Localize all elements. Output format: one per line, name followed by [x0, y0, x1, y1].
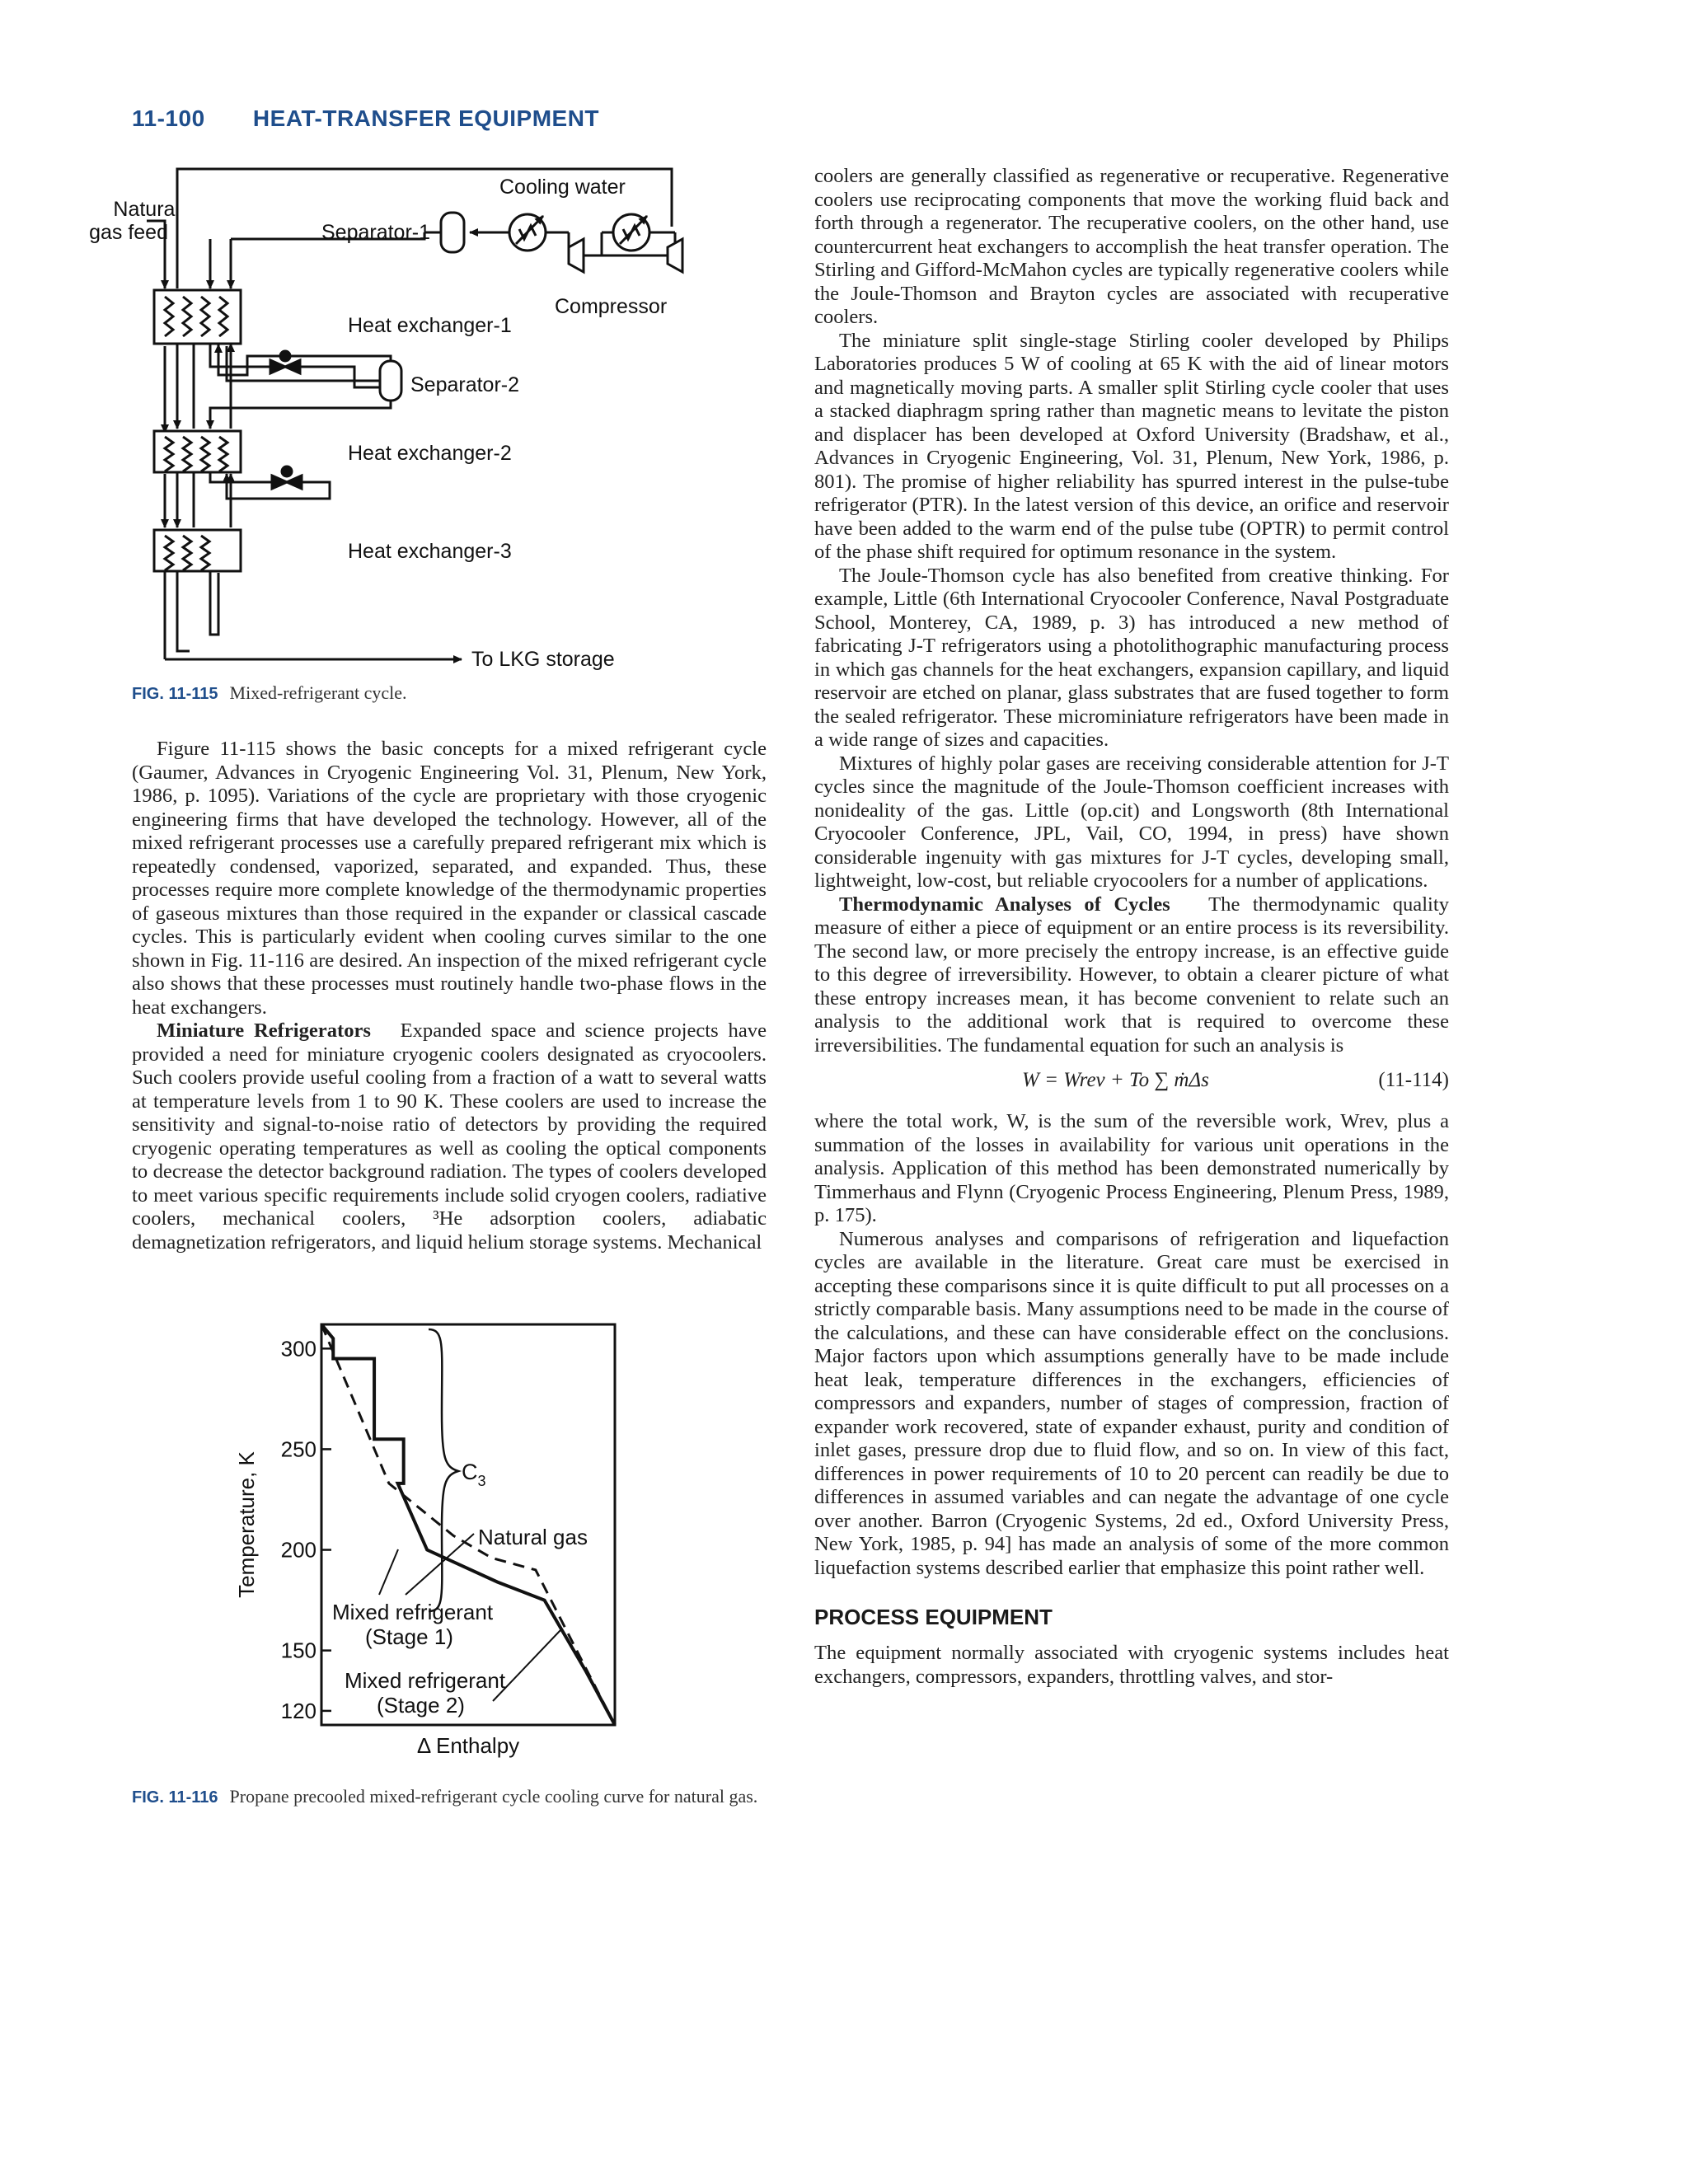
separator-1: [441, 213, 464, 252]
fig-11-116-chart: [132, 1315, 767, 1776]
label-mr-stage2-line2: (Stage 2): [377, 1693, 465, 1718]
fig-11-116-caption: [132, 1786, 767, 1808]
compressor-1: [569, 239, 584, 272]
fig-11-116-text: Propane precooled mixed-refrigerant cycle cooling curve for natural gas.: [229, 1786, 758, 1807]
right-column: [814, 165, 1449, 1689]
label-mr-stage1-line2: (Stage 1): [365, 1624, 453, 1649]
miniature-refrigerators-heading: Miniature Refrigerators: [157, 1019, 371, 1042]
right-paragraph-5: [814, 893, 1449, 1058]
y-tick-label: 300: [280, 1336, 316, 1361]
right-paragraph-4: Mixtures of highly polar gases are receiving considerable attention for J-T cycles since the magnitude of the Joule-Thomson coefficient increases with nonideality of the gas. Little (op.cit) and Longsworth (8th International Cryocooler Conference, JPL, Vail, CO, 1994, in press) have shown considerable ingenuity with gas mixtures for J-T cycles, developing small, lightweight, low-cost, but reliable cryocoolers for a number of applications.: [814, 752, 1449, 892]
process-equipment-heading: PROCESS EQUIPMENT: [814, 1605, 1053, 1629]
label-mr-stage1-line1: Mixed refrigerant: [332, 1600, 494, 1624]
right-paragraph-6: where the total work, W, is the sum of the reversible work, Wrev, plus a summation of the losses in availability for various unit operations in the analysis. Application of this method has been demonstrated numerically by Timmerhaus and Flynn (Cryogenic Process Engineering, Plenum Press, 1989, p. 175).: [814, 1110, 1449, 1226]
label-natural-gas: Natural gas: [478, 1525, 588, 1549]
right-paragraph-5-text: The thermodynamic quality measure of either a piece of equipment or an entire process is its reversibility. The second law, or more precisely the entropy increase, is an effective guide to this degree of irreversibility. However, to obtain a clearer picture of what these entropy increases mean, it has become convenient to relate such an analysis to the additional work that is required to overcome these irreversibilities. The fundamental equation for such an analysis is: [814, 893, 1449, 1057]
running-header: [132, 105, 599, 132]
label-to-lkg-storage: To LKG storage: [471, 648, 615, 671]
right-paragraph-1: coolers are generally classified as regenerative or recuperative. Regenerative coolers use reciprocating components that move the working fluid back and forth through a regenerator. The recuperative coolers, on the other hand, use countercurrent heat exchangers to accomplish the heat transfer operation. The Stirling and Gifford-McMahon cycles are typically regenerative coolers while the Joule-Thomson and Brayton cycles are associated with recuperative coolers.: [814, 165, 1449, 328]
equation-11-114: [814, 1066, 1449, 1099]
y-tick-label: 250: [280, 1436, 316, 1462]
label-heat-exchanger-1: Heat exchanger-1: [348, 314, 512, 337]
right-paragraph-7: Numerous analyses and comparisons of refrigeration and liquefaction cycles are available in the literature. Great care must be exercised in accepting these comparisons since it is quite difficult to put all processes on a strictly comparable basis. Many assumptions need to be made in the course of the calculations, and these can have considerable effect on the conclusions. Major factors upon which assumptions generally have to be made include heat leak, temperature differences in the exchangers, efficiencies of compressors and expanders, number of stages of compression, fraction of expander work recovered, state of expander exhaust, purity and condition of inlet gases, pressure drop due to fluid flow, and so on. In view of this fact, differences in power requirements of 10 to 20 percent can readily be due to differences in assumed variables and can negate the advantage of one cycle over another. Barron (Cryogenic Systems, 2d ed., Oxford University Press, New York, 1985, p. 94] has made an analysis of some of the more common liquefaction systems described earlier that emphasize this point rather well.: [814, 1227, 1449, 1579]
c3-label: $C_3$: [462, 1460, 486, 1489]
label-compressor: Compressor: [555, 295, 668, 318]
section-header: HEAT-TRANSFER EQUIPMENT: [252, 105, 600, 131]
label-gas-feed: gas feed: [89, 221, 168, 244]
fig-11-116-label: FIG. 11-116: [132, 1788, 218, 1807]
c3-brace: [429, 1329, 458, 1611]
y-tick-label: 200: [280, 1537, 316, 1563]
left-paragraph-2: [132, 1019, 767, 1254]
y-tick-label: 150: [280, 1638, 316, 1663]
separator-2: [380, 361, 401, 401]
right-paragraph-8: The equipment normally associated with cryogenic systems includes heat exchangers, compressors, expanders, throttling valves, and stor-: [814, 1642, 1449, 1688]
left-paragraph-2-text: Expanded space and science projects have provided a need for miniature cryogenic coolers designated as cryocoolers. Such coolers provide useful cooling from a fraction of a watt to several watts at temperature levels from 1 to 90 K. These coolers are used to increase the sensitivity and signal-to-noise ratio of detectors by providing the required cryogenic operating temperatures as well as cooling the optical components to decrease the detector background radiation. The types of coolers developed to meet various specific requirements include solid cryogen coolers, radiative coolers, mechanical coolers, ³He adsorption coolers, adiabatic demagnetization refrigerators, and liquid helium storage systems. Mechanical: [132, 1019, 767, 1254]
y-tick-label: 120: [280, 1698, 316, 1723]
label-heat-exchanger-2: Heat exchanger-2: [348, 442, 512, 465]
fig-11-115-diagram: [89, 157, 767, 676]
label-mr-stage2-line1: Mixed refrigerant: [345, 1668, 506, 1693]
fig-11-115-label: FIG. 11-115: [132, 685, 218, 703]
compressor-2: [668, 239, 682, 272]
label-separator-2: Separator-2: [410, 373, 520, 396]
label-natural: Natural: [113, 198, 180, 221]
left-column: [132, 738, 767, 1254]
label-heat-exchanger-3: Heat exchanger-3: [348, 540, 512, 563]
y-axis-label: Temperature, K: [234, 1451, 259, 1598]
label-cooling-water: Cooling water: [499, 176, 626, 199]
fig-11-115-caption: [132, 682, 767, 705]
equation-number: (11-114): [1378, 1069, 1449, 1091]
label-separator-1: Separator-1: [321, 221, 431, 244]
equation-body: W = Wrev + To ∑ ṁΔs: [1022, 1069, 1209, 1091]
y-ticks: [281, 1336, 331, 1723]
left-paragraph-1: Figure 11-115 shows the basic concepts for a mixed refrigerant cycle (Gaumer, Advances in Cryogenic Engineering Vol. 31, Plenum, New York, 1986, p. 1095). Variations of the cycle are proprietary with those cryogenic engineering firms that have developed the technology. However, all of the mixed refrigerant processes use a carefully prepared refrigerant mix which is repeatedly condensed, vaporized, separated, and expanded. Thus, these processes require more complete knowledge of the thermodynamic properties of gaseous mixtures than those required in the expander or classical cascade cycles. This is particularly evident when cooling curves similar to the one shown in Fig. 11-116 are desired. An inspection of the mixed refrigerant cycle also shows that these processes must routinely handle two-phase flows in the heat exchangers.: [132, 738, 767, 1019]
right-paragraph-3: The Joule-Thomson cycle has also benefited from creative thinking. For example, Little (6th International Cryocooler Conference, Naval Postgraduate School, Monterey, CA, 1989, p. 3) has introduced a new method of fabricating J-T refrigerators using a photolithographic manufacturing process in which gas channels for the heat exchangers, expansion capillary, and liquid reservoir are etched on planar, glass substrates that are fused together to form the sealed refrigerator. These microminiature refrigerators have been made in a wide range of sizes and capacities.: [814, 564, 1449, 751]
x-axis-label: Δ Enthalpy: [416, 1733, 520, 1758]
fig-11-115-text: Mixed-refrigerant cycle.: [229, 682, 407, 703]
thermodynamic-analyses-heading: Thermodynamic Analyses of Cycles: [839, 893, 1170, 916]
right-paragraph-2: The miniature split single-stage Stirling cooler developed by Philips Laboratories produces 5 W of cooling at 65 K with the aid of linear motors and magnetically moving parts. A smaller split Stirling cycle cooler that uses a stacked diaphragm spring rather than magnetic means to levitate the piston and displacer has been developed at Oxford University (Bradshaw, et al., Advances in Cryogenic Engineering, Vol. 31, Plenum, New York, 1986, p. 801). The promise of higher reliability has spurred interest in the pulse-tube refrigerator (PTR). In the latest version of this device, an orifice and reservoir have been added to the warm end of the pulse tube (OPTR) to permit control of the phase shift required for optimum resonance in the system.: [814, 329, 1449, 563]
page-number: 11-100: [132, 105, 205, 131]
